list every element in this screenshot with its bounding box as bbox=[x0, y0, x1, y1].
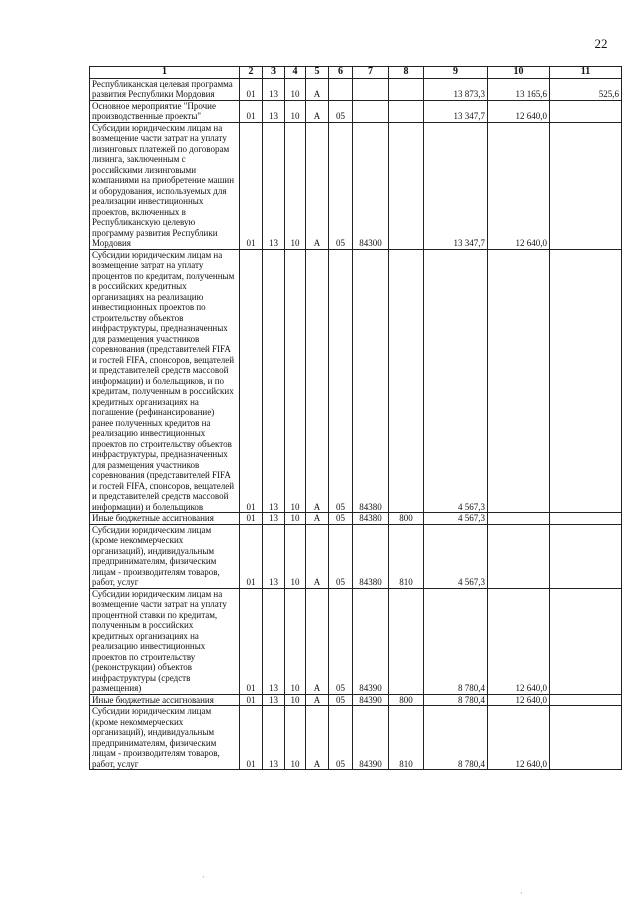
cell-5: А bbox=[306, 694, 329, 706]
cell-3: 13 bbox=[263, 524, 285, 588]
table-row bbox=[90, 513, 622, 525]
header-cell: 6 bbox=[329, 67, 353, 79]
header-row bbox=[90, 67, 622, 79]
table-row bbox=[90, 249, 622, 513]
cell-2: 01 bbox=[240, 122, 263, 249]
header-cell: 4 bbox=[285, 67, 306, 79]
row-name: Иные бюджетные ассигнования bbox=[90, 694, 240, 706]
cell-10 bbox=[488, 249, 550, 513]
cell-9: 8 780,4 bbox=[424, 588, 488, 694]
cell-4: 10 bbox=[285, 706, 306, 770]
cell-9: 8 780,4 bbox=[424, 706, 488, 770]
cell-3: 13 bbox=[263, 249, 285, 513]
cell-3: 13 bbox=[263, 588, 285, 694]
cell-4: 10 bbox=[285, 524, 306, 588]
cell-7 bbox=[353, 78, 389, 100]
cell-7: 84380 bbox=[353, 524, 389, 588]
cell-5: А bbox=[306, 588, 329, 694]
cell-3: 13 bbox=[263, 694, 285, 706]
cell-7: 84300 bbox=[353, 122, 389, 249]
cell-11 bbox=[550, 100, 622, 122]
cell-6: 05 bbox=[329, 588, 353, 694]
cell-5: А bbox=[306, 122, 329, 249]
header-cell: 10 bbox=[488, 67, 550, 79]
cell-8: 800 bbox=[389, 513, 424, 525]
cell-2: 01 bbox=[240, 78, 263, 100]
cell-11 bbox=[550, 524, 622, 588]
budget-table bbox=[89, 66, 622, 770]
cell-10: 12 640,0 bbox=[488, 588, 550, 694]
cell-3: 13 bbox=[263, 100, 285, 122]
cell-8 bbox=[389, 100, 424, 122]
page-number: 22 bbox=[594, 36, 608, 51]
row-name: Республиканская целевая программа развития Республики Мордовия bbox=[90, 78, 240, 100]
cell-11 bbox=[550, 694, 622, 706]
cell-9: 4 567,3 bbox=[424, 249, 488, 513]
cell-6: 05 bbox=[329, 249, 353, 513]
cell-8: 810 bbox=[389, 524, 424, 588]
cell-8 bbox=[389, 78, 424, 100]
cell-7: 84380 bbox=[353, 513, 389, 525]
header-cell: 1 bbox=[90, 67, 240, 79]
header-cell: 2 bbox=[240, 67, 263, 79]
table-row bbox=[90, 122, 622, 249]
header-cell: 5 bbox=[306, 67, 329, 79]
table-row bbox=[90, 100, 622, 122]
cell-9: 13 873,3 bbox=[424, 78, 488, 100]
cell-7: 84380 bbox=[353, 249, 389, 513]
cell-4: 10 bbox=[285, 122, 306, 249]
cell-2: 01 bbox=[240, 513, 263, 525]
cell-6: 05 bbox=[329, 100, 353, 122]
cell-7 bbox=[353, 100, 389, 122]
header-cell: 9 bbox=[424, 67, 488, 79]
cell-2: 01 bbox=[240, 249, 263, 513]
row-name: Субсидии юридическим лицам (кроме некоммерческих организаций), индивидуальным предпринимателям, физическим лицам - производителям товаров, работ, услуг bbox=[90, 524, 240, 588]
cell-3: 13 bbox=[263, 706, 285, 770]
cell-4: 10 bbox=[285, 78, 306, 100]
header-cell: 11 bbox=[550, 67, 622, 79]
cell-6: 05 bbox=[329, 694, 353, 706]
table-row bbox=[90, 524, 622, 588]
cell-7: 84390 bbox=[353, 706, 389, 770]
cell-6: 05 bbox=[329, 513, 353, 525]
cell-10: 12 640,0 bbox=[488, 694, 550, 706]
cell-8 bbox=[389, 249, 424, 513]
row-name: Субсидии юридическим лицам на возмещение части затрат на уплату процентной ставки по кредитам, полученным в российских кредитных организациях на реализацию инвестиционных проектов по строительству (реконструкции) объектов инфраструктуры (средств размещения) bbox=[90, 588, 240, 694]
cell-4: 10 bbox=[285, 249, 306, 513]
cell-8 bbox=[389, 588, 424, 694]
scan-artifact: · bbox=[520, 888, 523, 898]
cell-11 bbox=[550, 513, 622, 525]
cell-5: А bbox=[306, 706, 329, 770]
cell-9: 8 780,4 bbox=[424, 694, 488, 706]
cell-7: 84390 bbox=[353, 588, 389, 694]
row-name: Субсидии юридическим лицам (кроме некоммерческих организаций), индивидуальным предпринимателям, физическим лицам - производителям товаров, работ, услуг bbox=[90, 706, 240, 770]
cell-3: 13 bbox=[263, 513, 285, 525]
cell-4: 10 bbox=[285, 694, 306, 706]
row-name: Основное мероприятие "Прочие производственные проекты" bbox=[90, 100, 240, 122]
cell-10: 12 640,0 bbox=[488, 706, 550, 770]
row-name: Субсидии юридическим лицам на возмещение части затрат на уплату лизинговых платежей по договорам лизинга, заключенным с российскими лизинговыми компаниями на приобретение машин и оборудования, используемых для реализации инвестиционных проектов, включенных в Республиканскую целевую программу развития Республики Мордовия bbox=[90, 122, 240, 249]
cell-10: 13 165,6 bbox=[488, 78, 550, 100]
cell-5: А bbox=[306, 249, 329, 513]
cell-7: 84390 bbox=[353, 694, 389, 706]
cell-11: 525,6 bbox=[550, 78, 622, 100]
cell-5: А bbox=[306, 513, 329, 525]
cell-4: 10 bbox=[285, 100, 306, 122]
header-cell: 3 bbox=[263, 67, 285, 79]
row-name: Иные бюджетные ассигнования bbox=[90, 513, 240, 525]
cell-11 bbox=[550, 249, 622, 513]
table-row bbox=[90, 694, 622, 706]
cell-3: 13 bbox=[263, 78, 285, 100]
cell-5: А bbox=[306, 78, 329, 100]
cell-4: 10 bbox=[285, 588, 306, 694]
cell-11 bbox=[550, 588, 622, 694]
cell-10 bbox=[488, 524, 550, 588]
cell-2: 01 bbox=[240, 100, 263, 122]
cell-6 bbox=[329, 78, 353, 100]
table-row bbox=[90, 588, 622, 694]
cell-9: 4 567,3 bbox=[424, 513, 488, 525]
cell-8 bbox=[389, 122, 424, 249]
cell-9: 13 347,7 bbox=[424, 100, 488, 122]
cell-8: 800 bbox=[389, 694, 424, 706]
cell-11 bbox=[550, 706, 622, 770]
cell-10 bbox=[488, 513, 550, 525]
cell-10: 12 640,0 bbox=[488, 100, 550, 122]
cell-2: 01 bbox=[240, 588, 263, 694]
table-row bbox=[90, 706, 622, 770]
cell-5: А bbox=[306, 524, 329, 588]
cell-11 bbox=[550, 122, 622, 249]
cell-2: 01 bbox=[240, 524, 263, 588]
row-name: Субсидии юридическим лицам на возмещение затрат на уплату процентов по кредитам, полученным в российских кредитных организациях на реализацию инвестиционных проектов по строительству объектов инфраструктуры, предназначенных для размещения участников соревнования (представителей FIFA и гостей FIFA, спонсоров, вещателей и представителей средств массовой информации) и болельщиков, и по кредитам, полученным в российских кредитных организациях на погашение (рефинансирование) ранее полученных кредитов на реализацию инвестиционных проектов по строительству объектов инфраструктуры, предназначенных для размещения участников соревнования (представителей FIFA и гостей FIFA, спонсоров, вещателей и представителей средств массовой информации) и болельщиков bbox=[90, 249, 240, 513]
cell-5: А bbox=[306, 100, 329, 122]
table-row bbox=[90, 78, 622, 100]
cell-2: 01 bbox=[240, 694, 263, 706]
cell-8: 810 bbox=[389, 706, 424, 770]
cell-4: 10 bbox=[285, 513, 306, 525]
scan-artifact: · bbox=[202, 872, 205, 882]
cell-10: 12 640,0 bbox=[488, 122, 550, 249]
header-cell: 7 bbox=[353, 67, 389, 79]
cell-6: 05 bbox=[329, 706, 353, 770]
cell-9: 4 567,3 bbox=[424, 524, 488, 588]
cell-3: 13 bbox=[263, 122, 285, 249]
cell-2: 01 bbox=[240, 706, 263, 770]
cell-6: 05 bbox=[329, 524, 353, 588]
cell-9: 13 347,7 bbox=[424, 122, 488, 249]
header-cell: 8 bbox=[389, 67, 424, 79]
cell-6: 05 bbox=[329, 122, 353, 249]
